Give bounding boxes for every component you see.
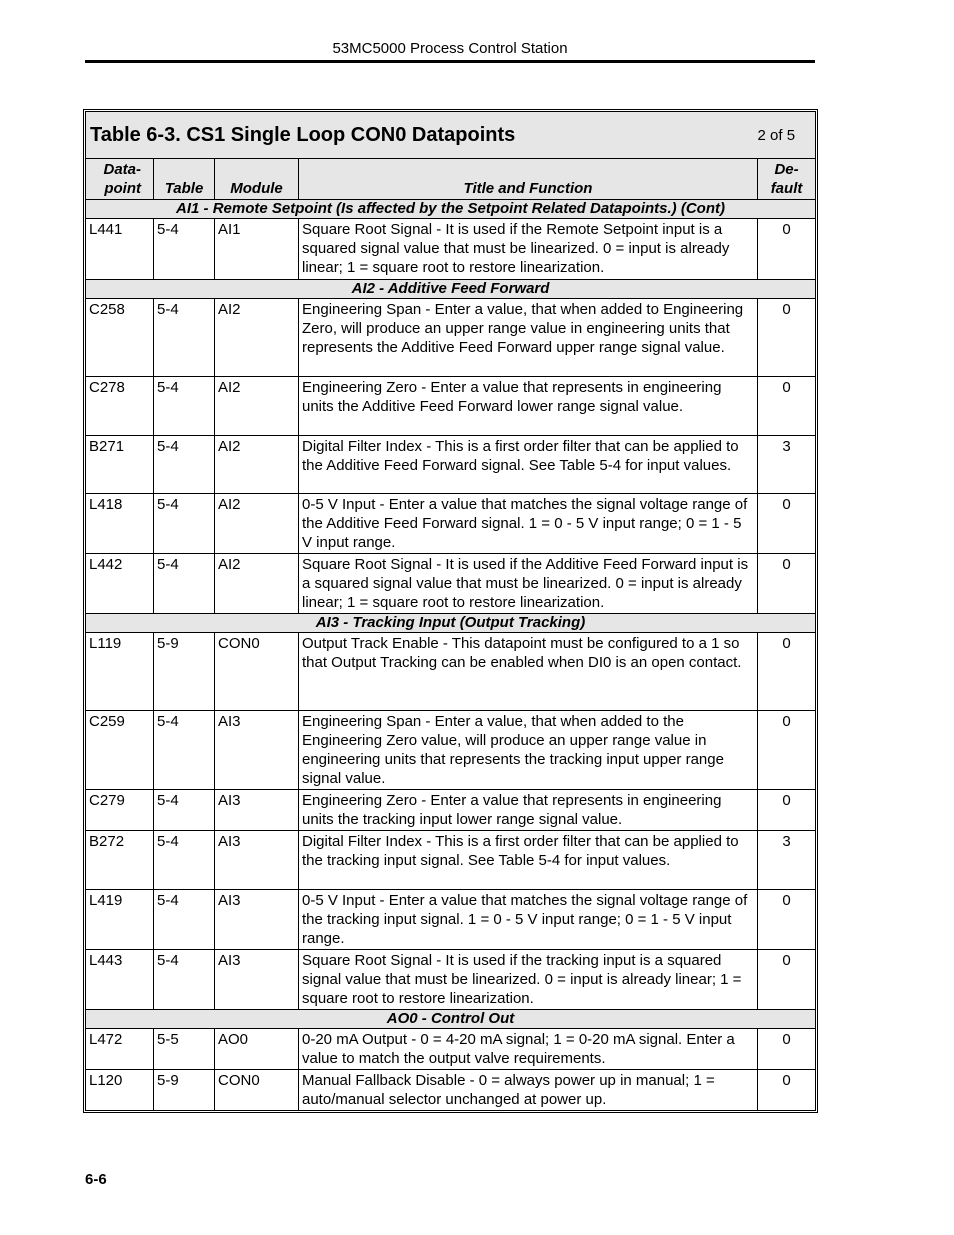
datapoints-table-container xyxy=(85,111,815,1111)
module-cell: AO0 xyxy=(215,1029,299,1070)
default-cell: 0 xyxy=(758,890,816,950)
column-header-module: Module xyxy=(215,159,299,200)
table-body xyxy=(86,200,816,1111)
column-header-default xyxy=(758,159,816,200)
module-cell: CON0 xyxy=(215,1070,299,1111)
datapoints-table xyxy=(85,111,816,1111)
datapoint-cell: L443 xyxy=(86,950,154,1010)
datapoint-cell: C258 xyxy=(86,299,154,377)
section-heading-row xyxy=(86,1010,816,1029)
title-function-cell: Engineering Span - Enter a value, that when added to the Engineering Zero value, will produce an upper range value in engineering units that represents the tracking input upper range signal value. xyxy=(299,711,758,790)
section-heading-row xyxy=(86,614,816,633)
datapoint-cell: L441 xyxy=(86,219,154,280)
module-cell: AI3 xyxy=(215,831,299,890)
table-ref-cell: 5-4 xyxy=(154,219,215,280)
column-header-default-line1: De- xyxy=(774,161,799,178)
datapoint-cell: L119 xyxy=(86,633,154,711)
table-ref-cell: 5-9 xyxy=(154,1070,215,1111)
title-function-cell: Output Track Enable - This datapoint must be configured to a 1 so that Output Tracking can be enabled when DI0 is an open contact. xyxy=(299,633,758,711)
default-cell: 0 xyxy=(758,1070,816,1111)
table-row xyxy=(86,219,816,280)
table-row xyxy=(86,377,816,436)
page-number: 6-6 xyxy=(85,1171,107,1188)
column-header-datapoint-line1: Data- xyxy=(103,161,141,178)
datapoint-cell: L120 xyxy=(86,1070,154,1111)
module-cell: AI3 xyxy=(215,790,299,831)
table-row xyxy=(86,711,816,790)
section-heading: AI1 - Remote Setpoint (Is affected by the Setpoint Related Datapoints.) (Cont) xyxy=(86,200,816,219)
title-function-cell: Manual Fallback Disable - 0 = always power up in manual; 1 = auto/manual selector unchanged at power up. xyxy=(299,1070,758,1111)
table-ref-cell: 5-4 xyxy=(154,890,215,950)
title-function-cell: Engineering Zero - Enter a value that represents in engineering units the Additive Feed Forward lower range signal value. xyxy=(299,377,758,436)
default-cell: 0 xyxy=(758,711,816,790)
table-title: Table 6-3. CS1 Single Loop CON0 Datapoints xyxy=(90,123,516,146)
default-cell: 0 xyxy=(758,950,816,1010)
column-header-table: Table xyxy=(154,159,215,200)
default-cell: 0 xyxy=(758,1029,816,1070)
title-function-cell: Engineering Span - Enter a value, that when added to Engineering Zero, will produce an upper range value in engineering units that represents the Additive Feed Forward upper range signal value. xyxy=(299,299,758,377)
module-cell: AI1 xyxy=(215,219,299,280)
section-heading-row xyxy=(86,200,816,219)
title-function-cell: Digital Filter Index - This is a first order filter that can be applied to the Additive Feed Forward signal. See Table 5-4 for input values. xyxy=(299,436,758,494)
table-ref-cell: 5-4 xyxy=(154,790,215,831)
table-title-row xyxy=(86,112,816,159)
title-function-cell: Engineering Zero - Enter a value that represents in engineering units the tracking input lower range signal value. xyxy=(299,790,758,831)
default-cell: 0 xyxy=(758,790,816,831)
section-heading: AI3 - Tracking Input (Output Tracking) xyxy=(86,614,816,633)
datapoint-cell: B272 xyxy=(86,831,154,890)
title-function-cell: 0-5 V Input - Enter a value that matches the signal voltage range of the tracking input signal. 1 = 0 - 5 V input range; 0 = 1 - 5 V input range. xyxy=(299,890,758,950)
module-cell: AI3 xyxy=(215,711,299,790)
column-header-default-line2: fault xyxy=(770,180,803,197)
table-row xyxy=(86,436,816,494)
module-cell: AI2 xyxy=(215,377,299,436)
table-row xyxy=(86,299,816,377)
section-heading: AI2 - Additive Feed Forward xyxy=(86,280,816,299)
datapoint-cell: L442 xyxy=(86,554,154,614)
running-header: 53MC5000 Process Control Station xyxy=(332,40,568,57)
table-ref-cell: 5-9 xyxy=(154,633,215,711)
title-function-cell: 0-5 V Input - Enter a value that matches the signal voltage range of the Additive Feed Forward signal. 1 = 0 - 5 V input range; 0 = 1 - 5 V input range. xyxy=(299,494,758,554)
table-ref-cell: 5-4 xyxy=(154,299,215,377)
table-row xyxy=(86,790,816,831)
datapoint-cell: L419 xyxy=(86,890,154,950)
default-cell: 0 xyxy=(758,377,816,436)
module-cell: AI3 xyxy=(215,890,299,950)
table-row xyxy=(86,494,816,554)
table-page-indicator: 2 of 5 xyxy=(757,126,796,144)
default-cell: 0 xyxy=(758,554,816,614)
header-rule xyxy=(85,60,815,63)
table-row xyxy=(86,950,816,1010)
table-ref-cell: 5-4 xyxy=(154,436,215,494)
title-function-cell: Square Root Signal - It is used if the tracking input is a squared signal value that must be linearized. 0 = input is already linear; 1 = square root to restore linearization. xyxy=(299,950,758,1010)
datapoint-cell: L418 xyxy=(86,494,154,554)
default-cell: 3 xyxy=(758,831,816,890)
table-row xyxy=(86,1029,816,1070)
section-heading-row xyxy=(86,280,816,299)
table-row xyxy=(86,633,816,711)
datapoint-cell: C278 xyxy=(86,377,154,436)
datapoint-cell: C259 xyxy=(86,711,154,790)
module-cell: AI2 xyxy=(215,554,299,614)
column-header-row xyxy=(86,159,816,200)
table-row xyxy=(86,1070,816,1111)
module-cell: AI2 xyxy=(215,299,299,377)
default-cell: 0 xyxy=(758,299,816,377)
column-header-title-function: Title and Function xyxy=(299,159,758,200)
table-ref-cell: 5-5 xyxy=(154,1029,215,1070)
datapoint-cell: B271 xyxy=(86,436,154,494)
section-heading: AO0 - Control Out xyxy=(86,1010,816,1029)
datapoint-cell: L472 xyxy=(86,1029,154,1070)
title-function-cell: 0-20 mA Output - 0 = 4-20 mA signal; 1 = 0-20 mA signal. Enter a value to match the output valve requirements. xyxy=(299,1029,758,1070)
table-ref-cell: 5-4 xyxy=(154,494,215,554)
table-ref-cell: 5-4 xyxy=(154,831,215,890)
default-cell: 3 xyxy=(758,436,816,494)
datapoint-cell: C279 xyxy=(86,790,154,831)
table-row xyxy=(86,890,816,950)
table-ref-cell: 5-4 xyxy=(154,711,215,790)
table-row xyxy=(86,554,816,614)
title-function-cell: Digital Filter Index - This is a first order filter that can be applied to the tracking input signal. See Table 5-4 for input values. xyxy=(299,831,758,890)
default-cell: 0 xyxy=(758,219,816,280)
module-cell: CON0 xyxy=(215,633,299,711)
module-cell: AI2 xyxy=(215,436,299,494)
default-cell: 0 xyxy=(758,633,816,711)
column-header-datapoint-line2: point xyxy=(104,180,141,197)
table-row xyxy=(86,831,816,890)
table-ref-cell: 5-4 xyxy=(154,377,215,436)
module-cell: AI2 xyxy=(215,494,299,554)
table-ref-cell: 5-4 xyxy=(154,950,215,1010)
title-function-cell: Square Root Signal - It is used if the Additive Feed Forward input is a squared signal value that must be linearized. 0 = input is already linear; 1 = square root to restore linearization. xyxy=(299,554,758,614)
column-header-datapoint xyxy=(86,159,154,200)
table-ref-cell: 5-4 xyxy=(154,554,215,614)
title-function-cell: Square Root Signal - It is used if the Remote Setpoint input is a squared signal value that must be linearized. 0 = input is already linear; 1 = square root to restore linearization. xyxy=(299,219,758,280)
module-cell: AI3 xyxy=(215,950,299,1010)
default-cell: 0 xyxy=(758,494,816,554)
